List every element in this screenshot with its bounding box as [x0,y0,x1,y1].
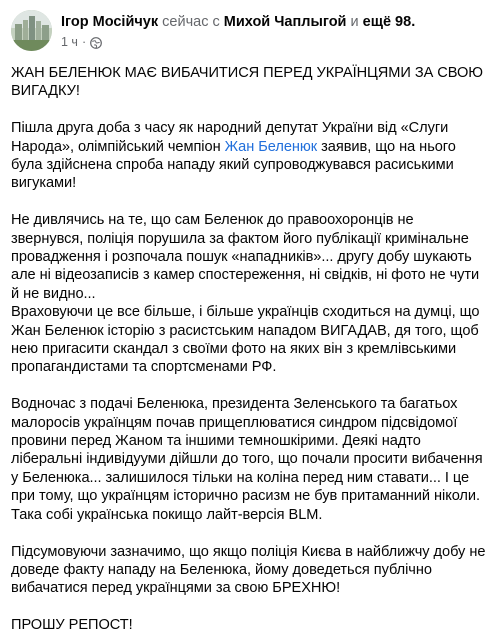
post-body [11,64,489,635]
p5-text: Підсумовуючи зазначимо, що якщо поліція Києва в найближчу добу не доведе факту нападу на Беленюка, йому доведеться публічно вибачатися перед українцями за свою БРЕХНЮ! [11,543,486,597]
post-paragraph-4 [11,395,489,524]
header-text [61,10,415,51]
separator-dot: · [81,35,87,49]
post-paragraph-6 [11,616,489,634]
header-line-authors [61,13,415,31]
avatar[interactable] [11,10,52,51]
post-time[interactable]: 1 ч [61,35,78,49]
p6-text: ПРОШУ РЕПОСТ! [11,617,133,634]
with-text: сейчас с [162,14,220,30]
post-paragraph-3 [11,211,489,377]
p2-text-before: Пішла друга доба з часу як народний депутат України від «Слуги Народа», олімпійський чемпіон [11,120,449,155]
author-name[interactable]: Ігор Мосійчук [61,14,159,30]
others-link[interactable]: ещё 98 [362,14,412,30]
post-paragraph-1 [11,64,489,101]
and-text: и [350,14,359,30]
p4b-text: Така собі українська покищо лайт-версія BLM. [11,506,323,523]
globe-icon[interactable] [90,36,102,48]
post-header [11,10,489,56]
p4-text: Водночас з подачі Беленюка, президента Зеленського та багатьох малоросів українцям почав прищеплюватися синдром підсвідомої провини перед Жаном та іншими темношкірими. Деякі надто ліберальні індивідууми дійшли до того, що почали просити вибачення у Беленюка... залишилося тільки на коліна перед ним ставати... І це при тому, що українцям історично расизм не був притаманний ніколи. [11,396,483,505]
post-paragraph-5 [11,543,489,598]
avatar-image [11,10,52,51]
tagged-person[interactable]: Михой Чаплыгой [223,14,347,30]
mention-link[interactable]: Жан Беленюк [224,138,318,155]
post-paragraph-2 [11,119,489,193]
header-line-meta [61,33,415,51]
p3-text: Не дивлячись на те, що сам Беленюк до правоохоронців не звернувся, поліція порушила за фактом його публікації кримінальне провадження і розпочала пошук «нападників»... другу добу шукають але ні відеозаписів з камер спостереження, ні свідків, ні фото не чути й не видно... [11,212,480,302]
others-period: . [411,14,416,30]
headline: ЖАН БЕЛЕНЮК МАЄ ВИБАЧИТИСЯ ПЕРЕД УКРАЇНЦЯМИ ЗА СВОЮ ВИГАДКУ! [11,65,483,100]
p2-text-after: заявив, що на нього була здійснена спроба нападу який супроводжувався расиськими вигуками! [11,138,456,192]
p3b-text: Враховуючи це все більше, і більше українців сходиться на думці, що Жан Беленюк історію з расистським нападом ВИГАДАВ, дя того, щоб нею пригасити скандал з своїми фото на яких він з кремлівськими пропагандистами та спортсменами РФ. [11,304,480,376]
